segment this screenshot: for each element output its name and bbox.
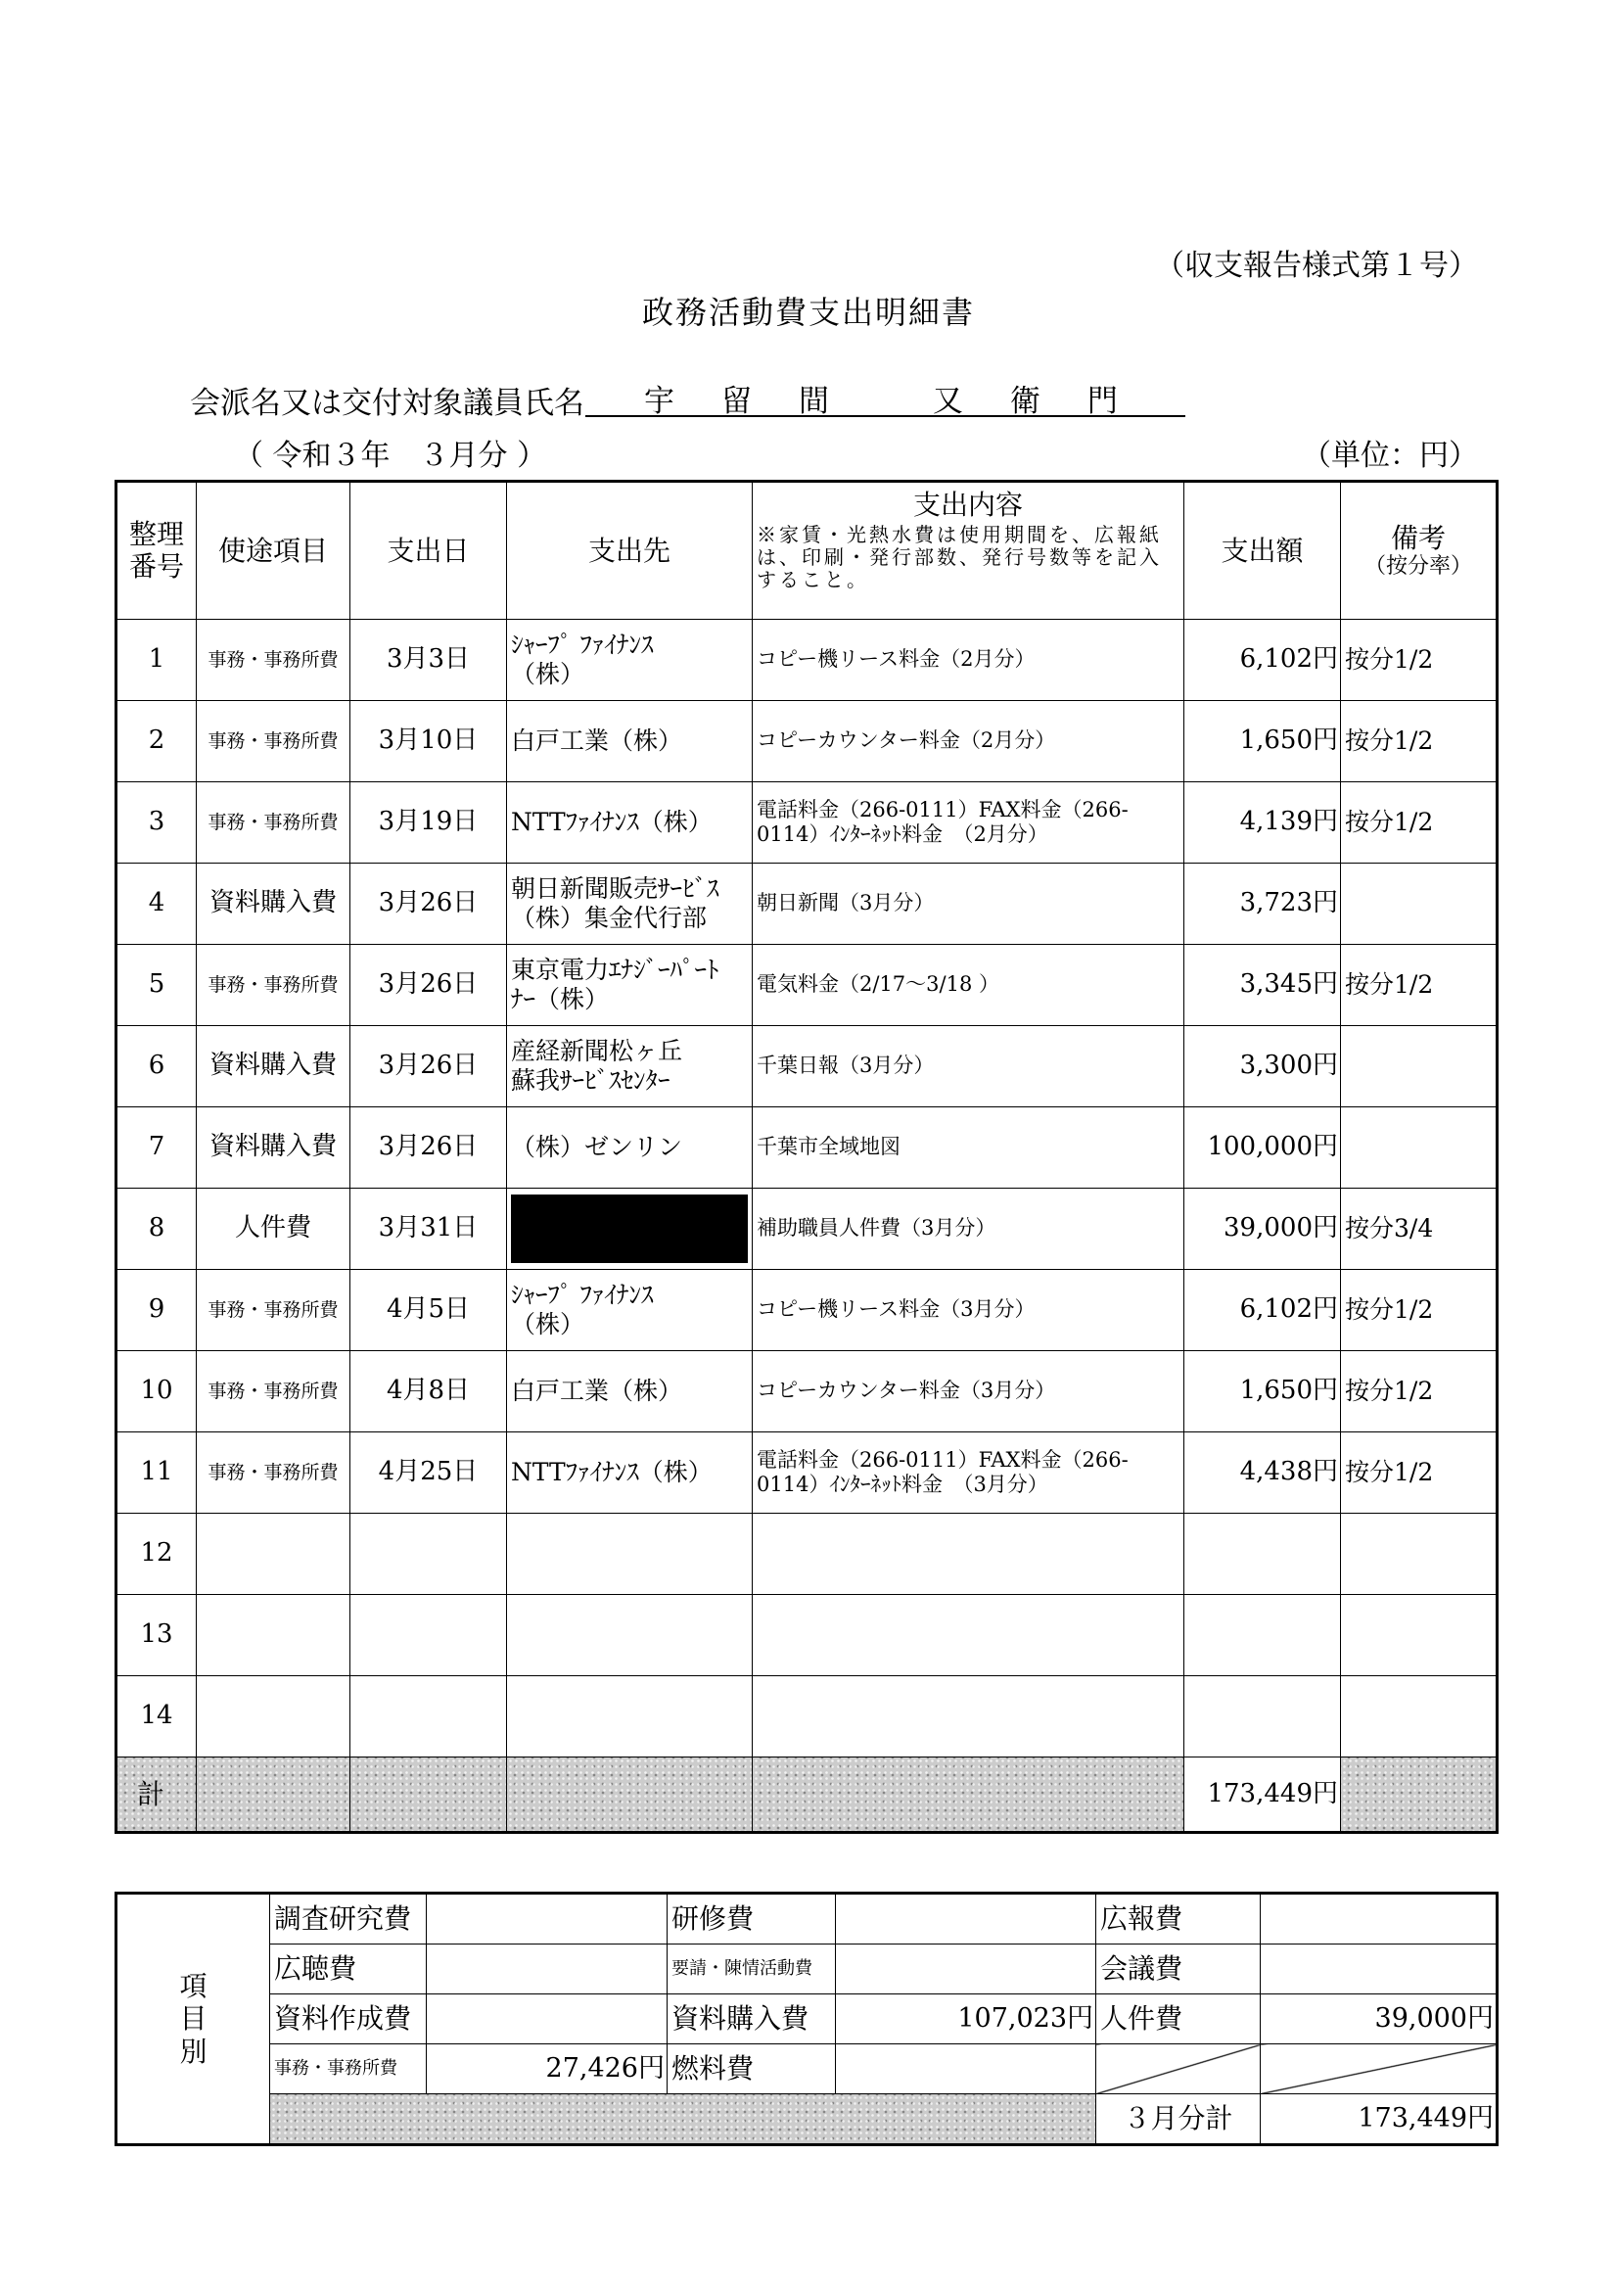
redacted-block — [511, 1195, 748, 1263]
summary-amount: 107,023円 — [836, 1994, 1096, 2044]
expense-date — [350, 1595, 507, 1676]
header-payee: 支出先 — [507, 482, 753, 620]
expense-content: 電話料金（266-0111）FAX料金（266- 0114）ｲﾝﾀｰﾈｯﾄ料金 （3月分） — [753, 1432, 1184, 1514]
remarks — [1341, 1514, 1498, 1595]
expense-date — [350, 1514, 507, 1595]
report-period: （ 令和３年 ３月分 ） — [234, 439, 547, 473]
total-label: 計 — [116, 1757, 197, 1833]
month-total-label: ３月分計 — [1096, 2094, 1261, 2145]
payee: ｼｬｰﾌﾟ ﾌｧｲﾅﾝｽ （株） — [507, 620, 753, 701]
shaded-blank-cell — [507, 1757, 753, 1833]
shaded-blank-cell — [350, 1757, 507, 1833]
summary-side-label-cell — [116, 1894, 270, 2145]
summary-total-row — [116, 2094, 1498, 2145]
payee: 白戸工業（株） — [507, 701, 753, 782]
remarks — [1341, 1676, 1498, 1757]
header-content-note: ※家賃・光熱水費は使用期間を、広報紙は、印刷・発行部数、発行号数等を記入すること。 — [757, 522, 1162, 591]
expense-amount: 1,650円 — [1184, 1351, 1341, 1432]
expense-category: 人件費 — [197, 1189, 350, 1270]
diagonal-blank-cell — [1261, 2044, 1498, 2094]
table-row — [116, 1514, 1498, 1595]
payee: NTTﾌｧｲﾅﾝｽ（株） — [507, 1432, 753, 1514]
remarks: 按分1/2 — [1341, 1351, 1498, 1432]
row-number: 8 — [116, 1189, 197, 1270]
expense-amount — [1184, 1595, 1341, 1676]
payee: （株）ゼンリン — [507, 1107, 753, 1189]
table-row — [116, 701, 1498, 782]
summary-label: 燃料費 — [668, 2044, 836, 2094]
table-row — [116, 782, 1498, 864]
row-number: 5 — [116, 945, 197, 1026]
expense-content — [753, 1514, 1184, 1595]
summary-amount — [1261, 1894, 1498, 1945]
header-remarks-sub: （按分率） — [1363, 554, 1472, 580]
table-header-row — [116, 482, 1498, 620]
summary-row — [116, 1945, 1498, 1994]
row-number: 13 — [116, 1595, 197, 1676]
shaded-blank-cell — [753, 1757, 1184, 1833]
month-total-amount: 173,449円 — [1261, 2094, 1498, 2145]
expense-amount: 3,345円 — [1184, 945, 1341, 1026]
expense-amount: 4,139円 — [1184, 782, 1341, 864]
summary-row — [116, 1994, 1498, 2044]
summary-amount — [427, 1994, 668, 2044]
expense-amount: 1,650円 — [1184, 701, 1341, 782]
summary-amount: 39,000円 — [1261, 1994, 1498, 2044]
row-number: 14 — [116, 1676, 197, 1757]
table-row — [116, 1270, 1498, 1351]
summary-side-label: 項目別 — [179, 1969, 208, 2068]
member-label: 会派名又は交付対象議員氏名 — [190, 386, 584, 421]
expense-category — [197, 1514, 350, 1595]
row-number: 3 — [116, 782, 197, 864]
remarks: 按分1/2 — [1341, 701, 1498, 782]
expense-date: 3月31日 — [350, 1189, 507, 1270]
expense-amount — [1184, 1676, 1341, 1757]
summary-label: 資料作成費 — [270, 1994, 427, 2044]
expense-amount: 39,000円 — [1184, 1189, 1341, 1270]
summary-label: 資料購入費 — [668, 1994, 836, 2044]
payee — [507, 1189, 753, 1270]
row-number: 10 — [116, 1351, 197, 1432]
header-content-label: 支出内容 — [912, 489, 1023, 521]
expense-category: 資料購入費 — [197, 1107, 350, 1189]
expense-category: 資料購入費 — [197, 1026, 350, 1107]
expense-content: 補助職員人件費（3月分） — [753, 1189, 1184, 1270]
form-number: （収支報告様式第１号） — [1155, 249, 1478, 283]
expenditure-table — [115, 480, 1499, 1834]
payee: 東京電力ｴﾅｼﾞｰﾊﾟｰﾄ ﾅｰ（株） — [507, 945, 753, 1026]
summary-amount — [427, 1894, 668, 1945]
summary-amount — [836, 2044, 1096, 2094]
document-title: 政務活動費支出明細書 — [641, 294, 975, 331]
summary-label: 会議費 — [1096, 1945, 1261, 1994]
expense-category: 事務・事務所費 — [197, 1270, 350, 1351]
expense-date: 3月26日 — [350, 864, 507, 945]
summary-label: 研修費 — [668, 1894, 836, 1945]
payee — [507, 1676, 753, 1757]
expense-category: 事務・事務所費 — [197, 945, 350, 1026]
expense-amount: 6,102円 — [1184, 620, 1341, 701]
table-body — [116, 620, 1498, 1757]
expense-content: コピーカウンター料金（2月分） — [753, 701, 1184, 782]
expense-amount: 6,102円 — [1184, 1270, 1341, 1351]
table-total-section — [116, 1757, 1498, 1833]
payee: 産経新聞松ヶ丘 蘇我ｻｰﾋﾞｽｾﾝﾀｰ — [507, 1026, 753, 1107]
row-number: 11 — [116, 1432, 197, 1514]
table-row — [116, 1026, 1498, 1107]
summary-label: 人件費 — [1096, 1994, 1261, 2044]
summary-label: 調査研究費 — [270, 1894, 427, 1945]
expense-content — [753, 1676, 1184, 1757]
table-row — [116, 1189, 1498, 1270]
table-row — [116, 1676, 1498, 1757]
row-number: 2 — [116, 701, 197, 782]
row-number: 9 — [116, 1270, 197, 1351]
shaded-blank-cell — [197, 1757, 350, 1833]
expense-content: 電気料金（2/17～3/18 ） — [753, 945, 1184, 1026]
table-row — [116, 1351, 1498, 1432]
expense-content: 朝日新聞（3月分） — [753, 864, 1184, 945]
shaded-blank-cell — [270, 2094, 1096, 2145]
table-row — [116, 864, 1498, 945]
header-number-label: 整理番号 — [128, 518, 184, 583]
expense-content: コピー機リース料金（2月分） — [753, 620, 1184, 701]
expense-content: 千葉市全域地図 — [753, 1107, 1184, 1189]
table-row — [116, 1107, 1498, 1189]
member-name-field — [585, 376, 1185, 417]
member-name: 宇留間 又衛門 — [644, 384, 1165, 419]
summary-amount: 27,426円 — [427, 2044, 668, 2094]
expense-date: 3月19日 — [350, 782, 507, 864]
summary-amount — [836, 1894, 1096, 1945]
table-row — [116, 945, 1498, 1026]
header-date: 支出日 — [350, 482, 507, 620]
header-remarks-label: 備考 — [1390, 521, 1446, 554]
unit-label: （単位：円） — [1302, 439, 1478, 473]
shaded-blank-cell — [1341, 1757, 1498, 1833]
payee — [507, 1514, 753, 1595]
expense-amount: 3,723円 — [1184, 864, 1341, 945]
summary-label: 広報費 — [1096, 1894, 1261, 1945]
expense-date: 4月8日 — [350, 1351, 507, 1432]
remarks: 按分1/2 — [1341, 1270, 1498, 1351]
table-row — [116, 1432, 1498, 1514]
expense-category: 事務・事務所費 — [197, 1432, 350, 1514]
summary-row — [116, 2044, 1498, 2094]
row-number: 4 — [116, 864, 197, 945]
expense-category: 事務・事務所費 — [197, 1351, 350, 1432]
expense-date: 3月10日 — [350, 701, 507, 782]
expense-date: 3月26日 — [350, 1107, 507, 1189]
expense-date: 4月5日 — [350, 1270, 507, 1351]
remarks: 按分1/2 — [1341, 1432, 1498, 1514]
header-amount: 支出額 — [1184, 482, 1341, 620]
row-number: 12 — [116, 1514, 197, 1595]
remarks — [1341, 1107, 1498, 1189]
remarks: 按分1/2 — [1341, 620, 1498, 701]
expense-content: コピーカウンター料金（3月分） — [753, 1351, 1184, 1432]
row-number: 7 — [116, 1107, 197, 1189]
expense-amount: 4,438円 — [1184, 1432, 1341, 1514]
payee — [507, 1595, 753, 1676]
expense-content — [753, 1595, 1184, 1676]
remarks: 按分1/2 — [1341, 782, 1498, 864]
expense-category — [197, 1595, 350, 1676]
header-content — [753, 482, 1184, 620]
expense-date: 4月25日 — [350, 1432, 507, 1514]
payee: 朝日新聞販売ｻｰﾋﾞｽ （株）集金代行部 — [507, 864, 753, 945]
summary-label: 広聴費 — [270, 1945, 427, 1994]
total-row — [116, 1757, 1498, 1833]
expense-content: 電話料金（266-0111）FAX料金（266- 0114）ｲﾝﾀｰﾈｯﾄ料金 （2月分） — [753, 782, 1184, 864]
summary-label: 事務・事務所費 — [270, 2044, 427, 2094]
expense-content: 千葉日報（3月分） — [753, 1026, 1184, 1107]
expense-category: 資料購入費 — [197, 864, 350, 945]
summary-amount — [427, 1945, 668, 1994]
remarks: 按分3/4 — [1341, 1189, 1498, 1270]
summary-label: 要請・陳情活動費 — [668, 1945, 836, 1994]
row-number: 1 — [116, 620, 197, 701]
table-row — [116, 1595, 1498, 1676]
total-amount: 173,449円 — [1184, 1757, 1341, 1833]
expense-category: 事務・事務所費 — [197, 782, 350, 864]
remarks: 按分1/2 — [1341, 945, 1498, 1026]
expense-category — [197, 1676, 350, 1757]
expense-date — [350, 1676, 507, 1757]
summary-amount — [1261, 1945, 1498, 1994]
expense-date: 3月26日 — [350, 945, 507, 1026]
remarks — [1341, 1595, 1498, 1676]
expense-amount: 100,000円 — [1184, 1107, 1341, 1189]
remarks — [1341, 1026, 1498, 1107]
payee: NTTﾌｧｲﾅﾝｽ（株） — [507, 782, 753, 864]
header-category: 使途項目 — [197, 482, 350, 620]
summary-amount — [836, 1945, 1096, 1994]
expense-date: 3月26日 — [350, 1026, 507, 1107]
expense-amount — [1184, 1514, 1341, 1595]
payee: 白戸工業（株） — [507, 1351, 753, 1432]
header-remarks — [1341, 482, 1498, 620]
table-row — [116, 620, 1498, 701]
category-summary-table — [115, 1892, 1499, 2146]
expense-category: 事務・事務所費 — [197, 620, 350, 701]
payee: ｼｬｰﾌﾟ ﾌｧｲﾅﾝｽ （株） — [507, 1270, 753, 1351]
diagonal-blank-cell — [1096, 2044, 1261, 2094]
remarks — [1341, 864, 1498, 945]
summary-row — [116, 1894, 1498, 1945]
expense-date: 3月3日 — [350, 620, 507, 701]
expense-amount: 3,300円 — [1184, 1026, 1341, 1107]
expense-content: コピー機リース料金（3月分） — [753, 1270, 1184, 1351]
row-number: 6 — [116, 1026, 197, 1107]
expense-category: 事務・事務所費 — [197, 701, 350, 782]
header-number — [116, 482, 197, 620]
